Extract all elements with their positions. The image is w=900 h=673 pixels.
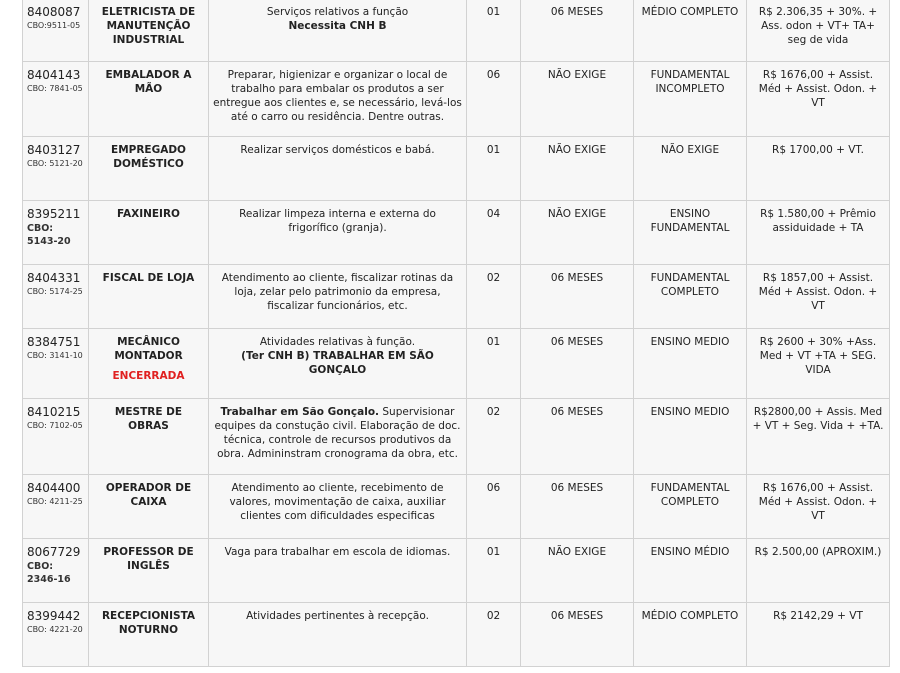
job-title: OPERADOR DE CAIXA	[105, 482, 192, 508]
cbo-code: CBO: 5143-20	[27, 223, 71, 247]
cbo-code: CBO: 4211-25	[27, 497, 83, 506]
education-cell: FUNDAMENTAL INCOMPLETO	[634, 62, 747, 137]
salary-cell: R$ 2142,29 + VT	[747, 603, 890, 667]
salary-cell: R$ 1676,00 + Assist. Méd + Assist. Odon. + VT	[747, 62, 890, 137]
vacancies-cell: 01	[467, 0, 521, 62]
education-cell: ENSINO FUNDAMENTAL	[634, 201, 747, 265]
job-code: 8408087	[27, 5, 81, 19]
job-code: 8404143	[27, 68, 81, 82]
table-row	[23, 475, 890, 539]
salary-cell: R$ 1857,00 + Assist. Méd + Assist. Odon. + VT	[747, 265, 890, 329]
table-row	[23, 137, 890, 201]
job-title: PROFESSOR DE INGLÊS	[103, 546, 194, 572]
job-title-cell	[89, 399, 209, 475]
experience-cell: 06 MESES	[521, 475, 634, 539]
job-title-cell	[89, 329, 209, 399]
job-description: Preparar, higienizar e organizar o local de trabalho para embalar os produtos a ser entregue aos clientes e, se necessário, levá-los até o carro ou residência. Dentre outras.	[213, 69, 462, 123]
description-highlight: Trabalhar em São Gonçalo.	[220, 406, 380, 418]
job-title: EMPREGADO DOMÉSTICO	[111, 144, 186, 170]
table-row	[23, 201, 890, 265]
table-row	[23, 329, 890, 399]
job-title: FAXINEIRO	[117, 208, 180, 220]
salary-cell: R$ 1700,00 + VT.	[747, 137, 890, 201]
education-cell: ENSINO MEDIO	[634, 399, 747, 475]
cbo-code: CBO:9511-05	[27, 21, 81, 30]
salary-cell: R$ 2.500,00 (APROXIM.)	[747, 539, 890, 603]
description-requirement: Necessita CNH B	[288, 20, 387, 32]
vacancies-cell: 02	[467, 265, 521, 329]
job-listings-table	[22, 0, 890, 667]
job-title: FISCAL DE LOJA	[102, 272, 195, 284]
cbo-code: CBO: 2346-16	[27, 561, 71, 585]
vacancies-cell: 01	[467, 137, 521, 201]
job-code: 8403127	[27, 143, 81, 157]
job-code: 8384751	[27, 335, 81, 349]
cbo-code: CBO: 7102-05	[27, 421, 83, 430]
table-row	[23, 399, 890, 475]
experience-cell: 06 MESES	[521, 603, 634, 667]
experience-cell: 06 MESES	[521, 399, 634, 475]
job-code-cell	[23, 475, 89, 539]
cbo-code: CBO: 5174-25	[27, 287, 83, 296]
job-description: Atendimento ao cliente, recebimento de valores, movimentação de caixa, auxiliar clientes com dificuldades especificas	[229, 482, 446, 522]
table-row	[23, 0, 890, 62]
job-title-cell	[89, 265, 209, 329]
job-description-cell	[209, 0, 467, 62]
job-title-cell	[89, 62, 209, 137]
job-code-cell	[23, 0, 89, 62]
job-code-cell	[23, 603, 89, 667]
vacancies-cell: 06	[467, 475, 521, 539]
cbo-code: CBO: 7841-05	[27, 84, 83, 93]
job-code: 8395211	[27, 207, 81, 221]
experience-cell: NÃO EXIGE	[521, 201, 634, 265]
job-description: Atividades pertinentes à recepção.	[246, 610, 429, 622]
salary-cell: R$ 1.580,00 + Prêmio assiduidade + TA	[747, 201, 890, 265]
education-cell: NÃO EXIGE	[634, 137, 747, 201]
job-code: 8410215	[27, 405, 81, 419]
job-description-cell	[209, 399, 467, 475]
education-cell: MÉDIO COMPLETO	[634, 603, 747, 667]
job-description-cell	[209, 201, 467, 265]
education-cell: MÉDIO COMPLETO	[634, 0, 747, 62]
job-description-cell	[209, 265, 467, 329]
table-row	[23, 265, 890, 329]
job-title: EMBALADOR A MÃO	[105, 69, 192, 95]
job-title: MESTRE DE OBRAS	[114, 406, 183, 432]
job-description: Atividades relativas à função.	[259, 336, 416, 348]
table-row	[23, 603, 890, 667]
job-title: MECÂNICO MONTADOR	[114, 336, 183, 362]
job-title-cell	[89, 603, 209, 667]
job-title-cell	[89, 201, 209, 265]
job-description: Vaga para trabalhar em escola de idiomas.	[224, 546, 451, 558]
job-code-cell	[23, 539, 89, 603]
experience-cell: 06 MESES	[521, 0, 634, 62]
job-code: 8067729	[27, 545, 81, 559]
cbo-code: CBO: 3141-10	[27, 351, 83, 360]
job-description-cell	[209, 539, 467, 603]
job-title-cell	[89, 539, 209, 603]
experience-cell: 06 MESES	[521, 329, 634, 399]
cbo-code: CBO: 4221-20	[27, 625, 83, 634]
job-code: 8404400	[27, 481, 81, 495]
job-code-cell	[23, 201, 89, 265]
job-title: ELETRICISTA DE MANUTENÇÃO INDUSTRIAL	[101, 6, 196, 46]
job-code: 8399442	[27, 609, 81, 623]
job-description-cell	[209, 329, 467, 399]
status-badge: ENCERRADA	[112, 370, 185, 382]
job-description-cell	[209, 137, 467, 201]
cbo-code: CBO: 5121-20	[27, 159, 83, 168]
job-title: RECEPCIONISTA NOTURNO	[101, 610, 196, 636]
job-code-cell	[23, 137, 89, 201]
job-description-cell	[209, 603, 467, 667]
vacancies-cell: 01	[467, 539, 521, 603]
job-title-cell	[89, 0, 209, 62]
vacancies-cell: 02	[467, 399, 521, 475]
job-code-cell	[23, 265, 89, 329]
job-description: Atendimento ao cliente, fiscalizar rotinas da loja, zelar pelo patrimonio da empresa, fiscalizar funcionários, etc.	[221, 272, 454, 312]
job-description: Realizar limpeza interna e externa do frigorífico (granja).	[239, 208, 436, 234]
experience-cell: 06 MESES	[521, 265, 634, 329]
job-code-cell	[23, 399, 89, 475]
experience-cell: NÃO EXIGE	[521, 62, 634, 137]
education-cell: ENSINO MEDIO	[634, 329, 747, 399]
table-row	[23, 62, 890, 137]
job-description: Serviços relativos a função	[266, 6, 409, 18]
education-cell: ENSINO MÉDIO	[634, 539, 747, 603]
vacancies-cell: 06	[467, 62, 521, 137]
job-code-cell	[23, 62, 89, 137]
education-cell: FUNDAMENTAL COMPLETO	[634, 475, 747, 539]
job-code: 8404331	[27, 271, 81, 285]
job-description: Supervisionar equipes da constução civil. Elaboração de doc. técnica, controle de recursos produtivos da obra. Admininstram cronograma da obra, etc.	[214, 406, 461, 460]
vacancies-cell: 02	[467, 603, 521, 667]
job-code-cell	[23, 329, 89, 399]
salary-cell: R$2800,00 + Assis. Med + VT + Seg. Vida + +TA.	[747, 399, 890, 475]
job-description-cell	[209, 475, 467, 539]
experience-cell: NÃO EXIGE	[521, 137, 634, 201]
job-title-cell	[89, 137, 209, 201]
vacancies-cell: 01	[467, 329, 521, 399]
experience-cell: NÃO EXIGE	[521, 539, 634, 603]
job-description-cell	[209, 62, 467, 137]
description-requirement: (Ter CNH B) TRABALHAR EM SÃO GONÇALO	[241, 350, 434, 376]
salary-cell: R$ 1676,00 + Assist. Méd + Assist. Odon. + VT	[747, 475, 890, 539]
table-row	[23, 539, 890, 603]
salary-cell: R$ 2600 + 30% +Ass. Med + VT +TA + SEG. VIDA	[747, 329, 890, 399]
salary-cell: R$ 2.306,35 + 30%. + Ass. odon + VT+ TA+ seg de vida	[747, 0, 890, 62]
vacancies-cell: 04	[467, 201, 521, 265]
education-cell: FUNDAMENTAL COMPLETO	[634, 265, 747, 329]
job-description: Realizar serviços domésticos e babá.	[240, 144, 435, 156]
job-title-cell	[89, 475, 209, 539]
